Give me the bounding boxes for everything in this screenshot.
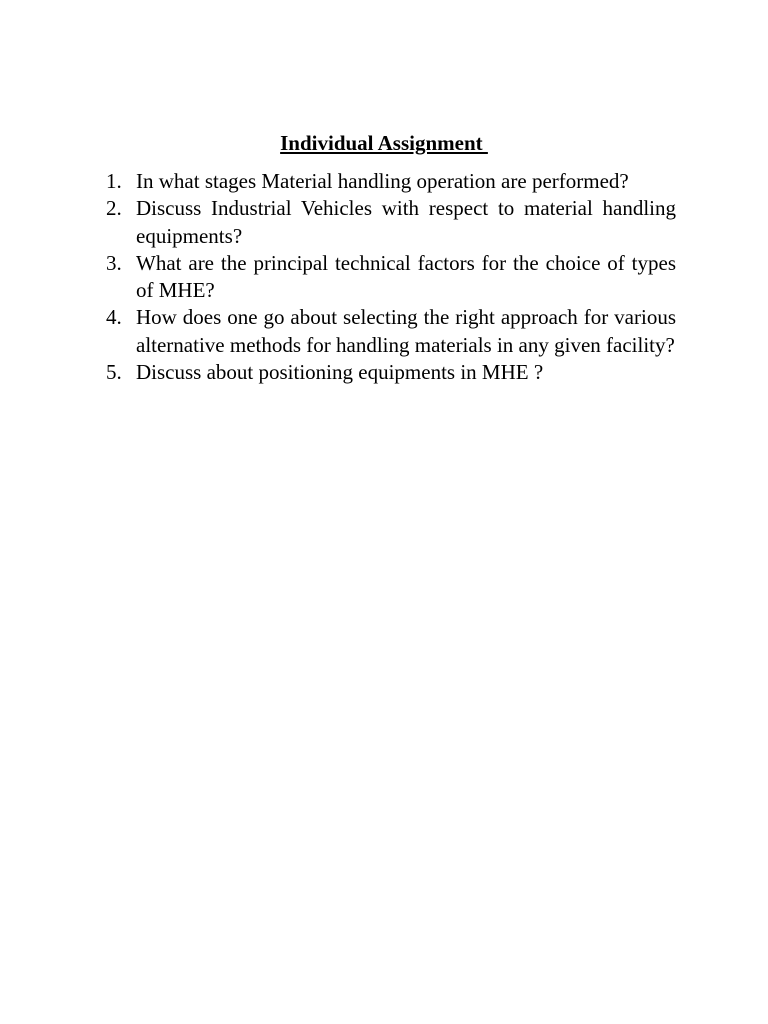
question-text: How does one go about selecting the right approach for various alternative methods for handling materials in any given facility? bbox=[136, 305, 676, 357]
question-text: Discuss about positioning equipments in MHE ? bbox=[136, 360, 544, 385]
question-text: Discuss Industrial Vehicles with respect to material handling equipments? bbox=[136, 196, 676, 248]
question-number: 5. bbox=[106, 360, 122, 385]
question-item bbox=[106, 359, 676, 386]
page-title-text: Individual Assignment bbox=[280, 131, 488, 155]
page-title bbox=[0, 130, 768, 157]
question-item bbox=[106, 304, 676, 359]
question-number: 4. bbox=[106, 305, 122, 330]
question-text: What are the principal technical factors for the choice of types of MHE? bbox=[136, 250, 676, 303]
question-item bbox=[106, 168, 676, 195]
question-list bbox=[106, 168, 676, 386]
question-number: 3. bbox=[106, 250, 122, 275]
question-item bbox=[106, 250, 676, 305]
question-item bbox=[106, 195, 676, 250]
question-text: In what stages Material handling operation are performed? bbox=[136, 169, 629, 193]
question-number: 1. bbox=[106, 169, 122, 193]
question-number: 2. bbox=[106, 196, 122, 221]
